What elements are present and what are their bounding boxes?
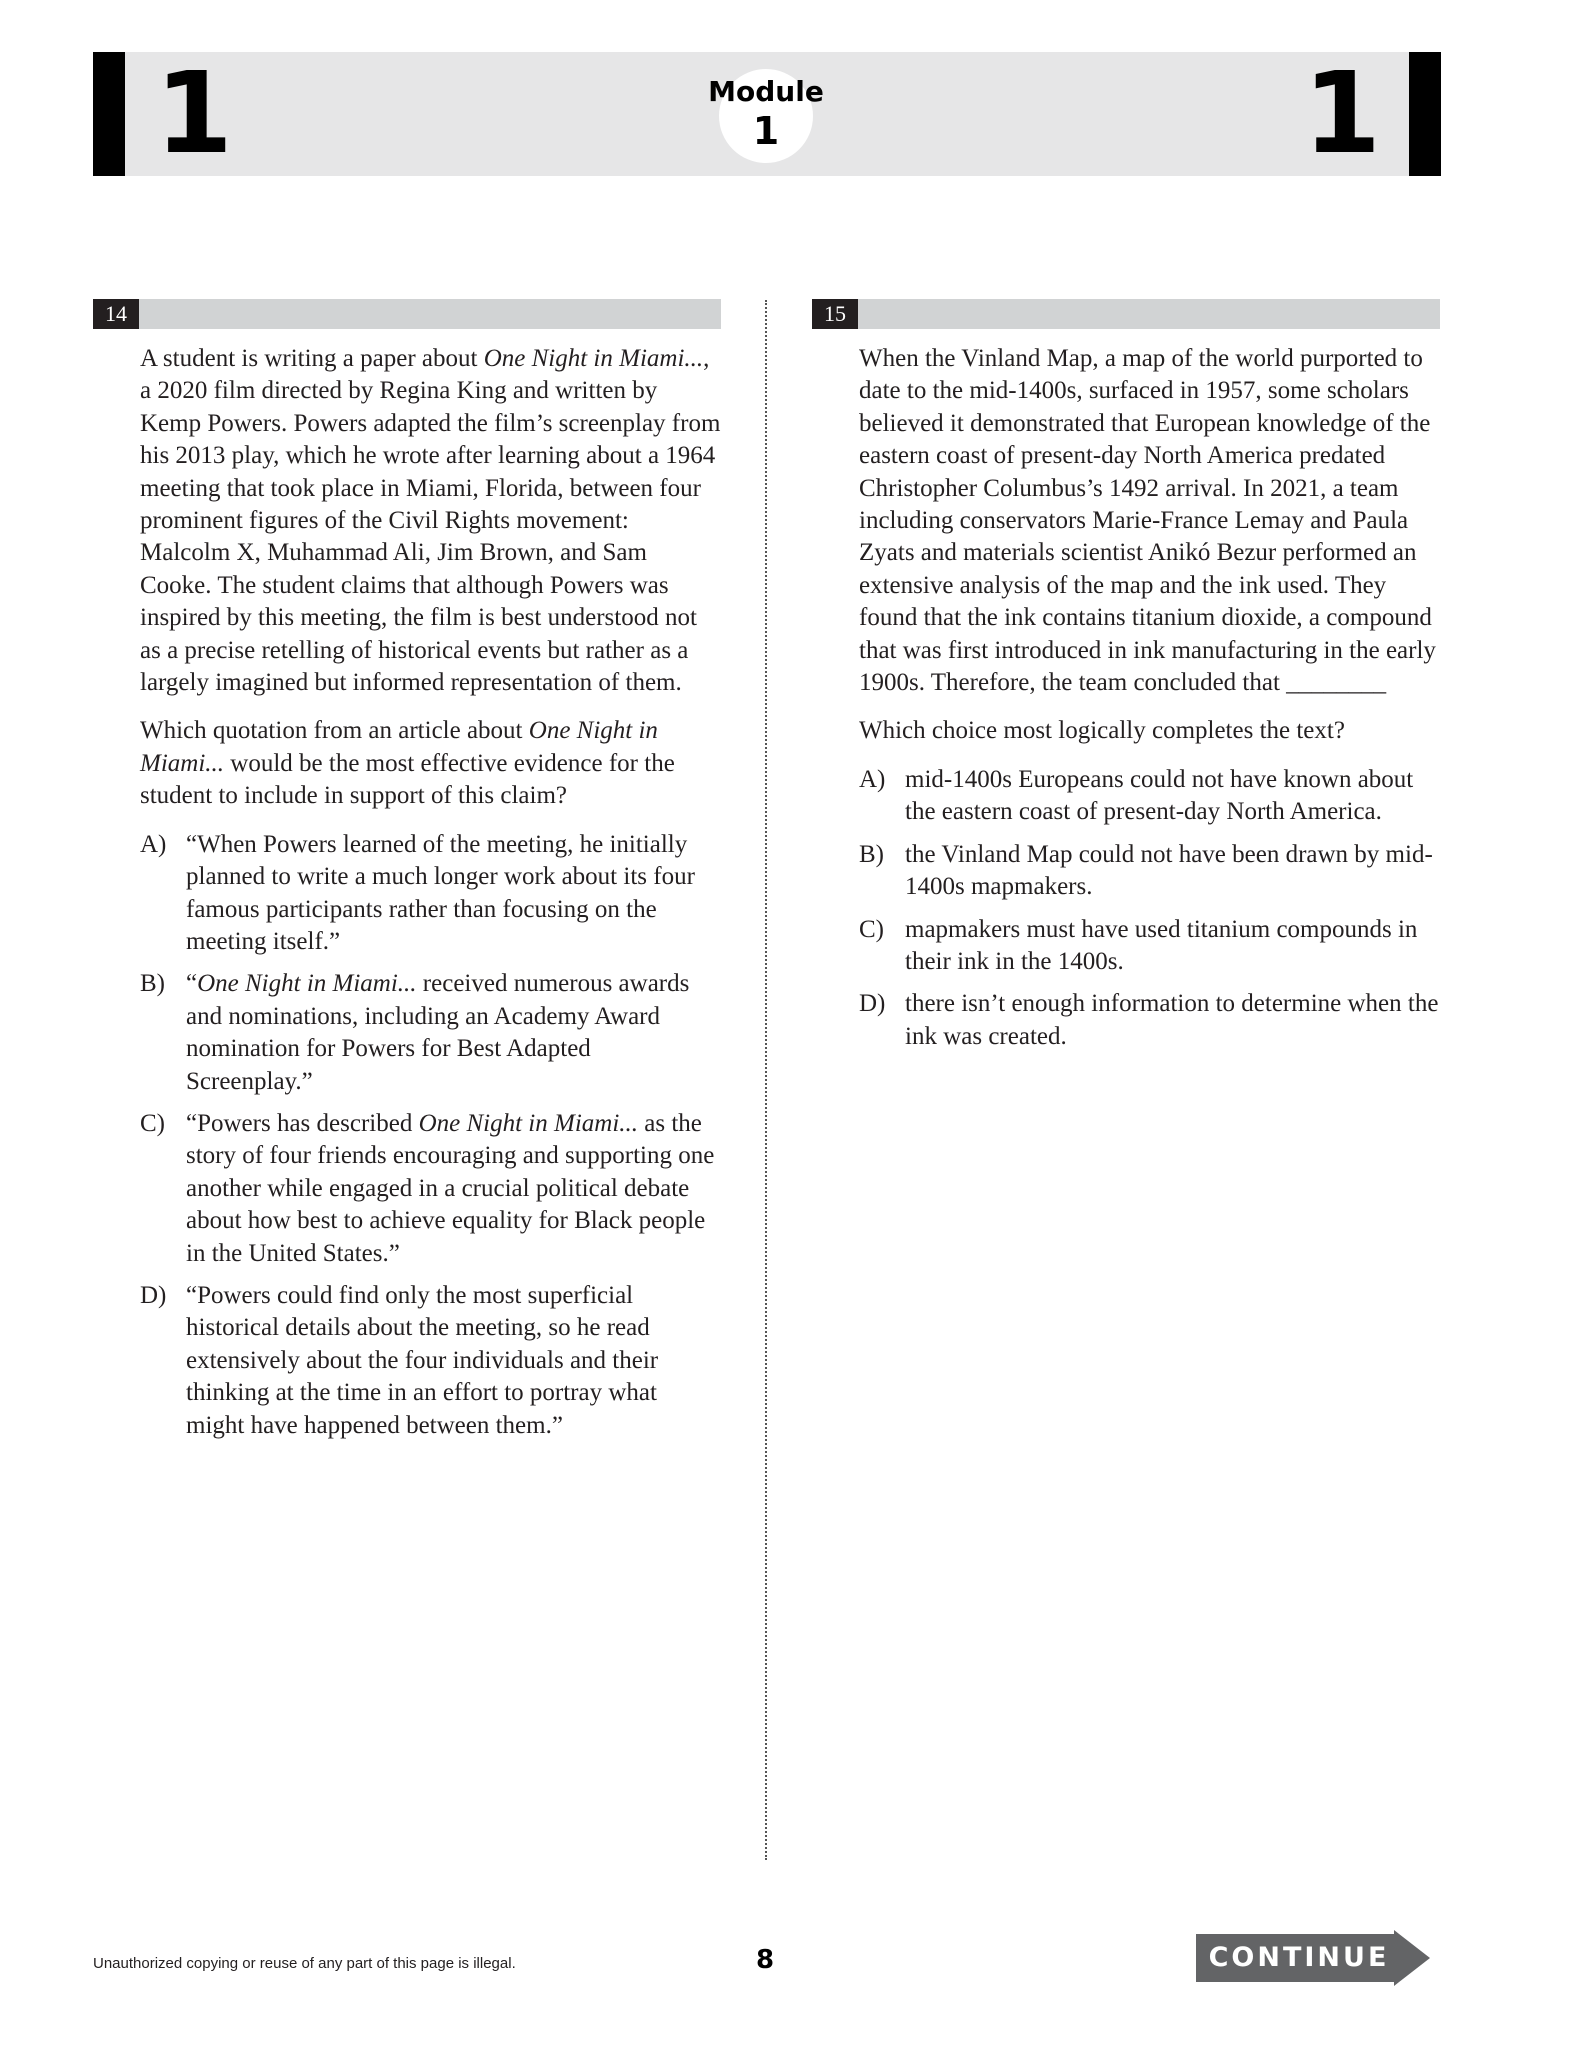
choice-d[interactable]	[859, 988, 1440, 1053]
continue-label: CONTINUE	[1208, 1942, 1390, 1973]
choice-text: the Vinland Map could not have been drawn by mid-1400s mapmakers.	[905, 840, 1433, 901]
answer-choices	[140, 829, 721, 1442]
copyright-notice: Unauthorized copying or reuse of any part of this page is illegal.	[93, 1955, 516, 1972]
choice-b[interactable]	[140, 968, 721, 1098]
header-left-bar	[93, 52, 125, 176]
continue-button[interactable]	[1196, 1930, 1430, 1986]
answer-choices	[859, 764, 1440, 1053]
choice-text: mid-1400s Europeans could not have known about the eastern coast of present-day North America.	[905, 765, 1414, 826]
question-number: 14	[93, 299, 139, 329]
passage: When the Vinland Map, a map of the world purported to date to the mid-1400s, surfaced in 1957, some scholars believed it demonstrated that European knowledge of the eastern coast of present-day North America predated Christopher Columbus’s 1492 arrival. In 2021, a team including conservators Marie-France Lemay and Paula Zyats and materials scientist Anikó Bezur performed an extensive analysis of the map and the ink used. They found that the ink contains titanium dioxide, a compound that was first introduced in ink manufacturing in the early 1900s. Therefore, the team concluded that ________	[859, 345, 1436, 697]
question-14	[93, 299, 721, 1452]
choice-text: there isn’t enough information to determine when the ink was created.	[905, 990, 1439, 1050]
choice-a[interactable]	[140, 829, 721, 959]
question-header-bar	[93, 299, 721, 329]
header-right-bar	[1409, 52, 1441, 176]
question-stem: Which quotation from an article about One Night in Miami... would be the most effective evidence for the student to include in support of this claim?	[140, 717, 675, 810]
choice-text: “When Powers learned of the meeting, he initially planned to write a much longer work about its four famous participants rather than focusing on the meeting itself.”	[186, 830, 695, 955]
page-number: 8	[755, 1945, 775, 1975]
section-number-left: 1	[155, 49, 233, 179]
choice-text: mapmakers must have used titanium compounds in their ink in the 1400s.	[905, 915, 1418, 975]
choice-d[interactable]	[140, 1280, 721, 1442]
choice-b[interactable]	[859, 839, 1440, 904]
section-number-right: 1	[1303, 49, 1381, 179]
choice-letter: D)	[859, 990, 886, 1018]
choice-c[interactable]	[140, 1108, 721, 1270]
choice-letter: B)	[859, 840, 884, 868]
choice-a[interactable]	[859, 764, 1440, 829]
question-number: 15	[812, 299, 858, 329]
choice-letter: A)	[140, 830, 167, 858]
column-divider	[765, 300, 767, 1860]
question-stem: Which choice most logically completes the text?	[859, 717, 1345, 745]
passage: A student is writing a paper about One Night in Miami..., a 2020 film directed by Regina King and written by Kemp Powers. Powers adapted the film’s screenplay from his 2013 play, which he wrote after learning about a 1964 meeting that took place in Miami, Florida, between four prominent figures of the Civil Rights movement: Malcolm X, Muhammad Ali, Jim Brown, and Sam Cooke. The student claims that although Powers was inspired by this meeting, the film is best understood not as a precise retelling of historical events but rather as a largely imagined but informed representation of them.	[140, 345, 721, 697]
choice-letter: C)	[140, 1109, 165, 1137]
choice-text: “Powers has described One Night in Miami... as the story of four friends encouraging and supporting one another while engaged in a crucial political debate about how best to achieve equality for Black people in the United States.”	[186, 1109, 715, 1267]
module-number: 1	[752, 109, 780, 153]
question-body	[812, 343, 1440, 1053]
question-body	[93, 343, 721, 1442]
choice-letter: B)	[140, 970, 165, 998]
choice-letter: D)	[140, 1281, 167, 1309]
choice-text: “One Night in Miami... received numerous awards and nominations, including an Academy Award nomination for Powers for Best Adapted Screenplay.”	[186, 970, 690, 1095]
choice-letter: C)	[859, 915, 884, 943]
choice-c[interactable]	[859, 914, 1440, 979]
choice-letter: A)	[859, 765, 886, 793]
module-label: Module	[708, 75, 824, 108]
choice-text: “Powers could find only the most superficial historical details about the meeting, so he read extensively about the four individuals and their thinking at the time in an effort to portray what might have happened between them.”	[186, 1281, 659, 1439]
question-15	[812, 299, 1440, 1063]
module-header	[93, 49, 1441, 179]
question-header-bar	[812, 299, 1440, 329]
